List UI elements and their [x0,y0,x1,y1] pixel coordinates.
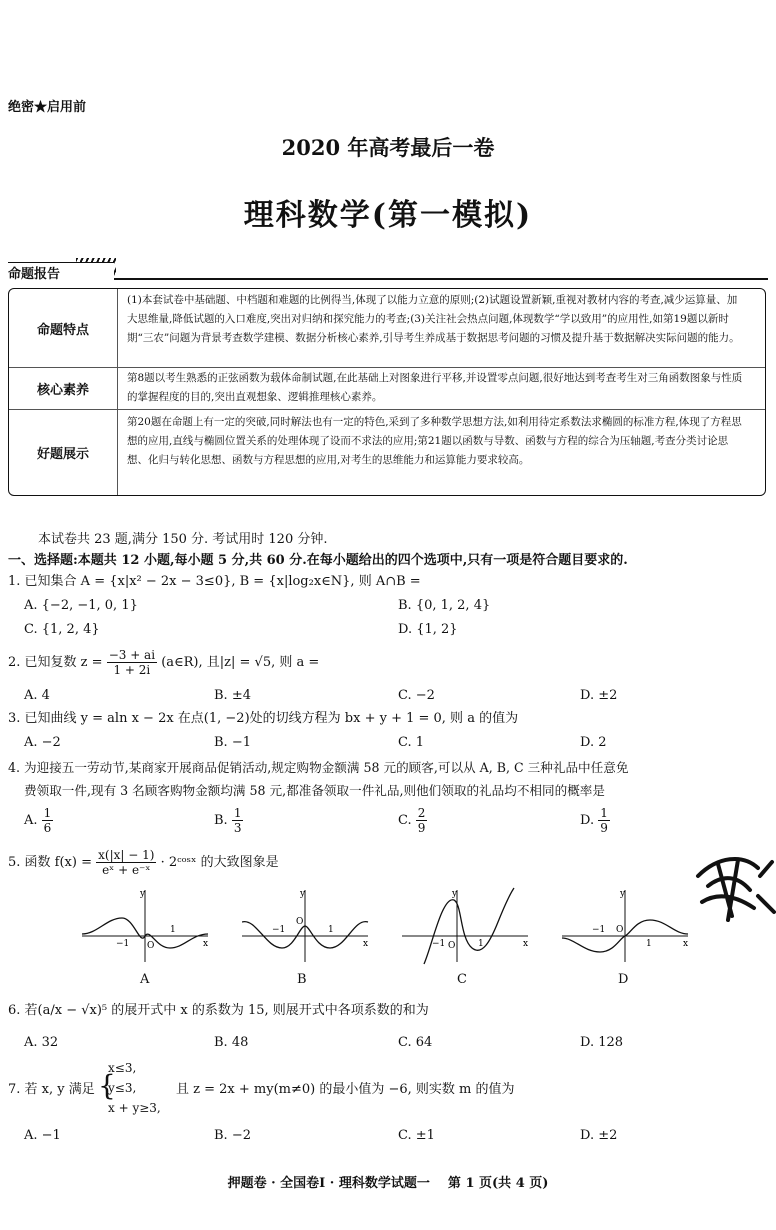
graph-label-c: C [457,972,467,987]
tick-pos: 1 [646,939,652,949]
report-row-label: 命题特点 [36,323,89,338]
q2-denominator: 1 + 2i [113,663,151,677]
q4-d-den: 9 [600,821,608,835]
q2-stem-pre: 2. 已知复数 z = [8,655,103,670]
q5-graph-c [402,886,532,966]
q3-option-c: C. 1 [398,735,425,750]
report-row [9,289,765,368]
q5-numerator: x(|x| − 1) [98,848,155,862]
question-2 [8,648,319,677]
q4-option-b-fraction [232,806,244,835]
q2-option-a: A. 4 [24,688,50,703]
axis-x-label: x [683,939,689,949]
question-5 [8,848,279,877]
report-row-label: 核心素养 [36,383,89,398]
q7-option-a: A. −1 [24,1128,61,1143]
graph-label-b: B [297,972,307,987]
report-row [9,367,765,410]
q5-fraction [96,848,156,877]
report-row [9,409,765,495]
q1-option-d: D. {1, 2} [398,622,458,637]
q4-option-b [214,806,243,835]
q4-a-den: 6 [43,821,52,835]
q4-a-num: 1 [43,806,52,820]
q5-graph-b [242,886,372,966]
q4-option-c-fraction [416,806,428,835]
report-heading: 命题报告 [8,262,114,281]
question-4-continued: 费领取一件,现有 3 名顾客购物金额均满 58 元,都准备领取一件礼品,则他们领取的礼品均不相同的概率是 [24,783,605,798]
report-row-text: (1)本套试卷中基础题、中档题和难题的比例得当,体现了以能力立意的原则;(2)试题设置新颖,重视对教材内容的考查,减少运算量、加大思维量,降低试题的入口难度,突出对归纳和探究能力的考查;(3)关注社会热点问题,体现数学“学以致用”的应用性,如第19题以新时期“三农”问题为背景考查数学建模、数据分析核心素养,引导考生养成基于数据思考问题的习惯及提升基于数据解决实际问题的能力。 [127,294,740,344]
q6-option-b: B. 48 [214,1035,249,1050]
exam-title: 2020 年高考最后一卷 [281,135,495,160]
q2-stem-post: (a∈R), 且|z| = √5, 则 a = [161,655,320,670]
q4-option-d [580,806,610,835]
q1-option-b: B. {0, 1, 2, 4} [398,598,491,613]
constraint-system [108,1058,161,1118]
question-1: 1. 已知集合 A = {x|x² − 2x − 3≤0}, B = {x|log₂x∈N}, 则 A∩B = [8,574,421,589]
section-heading: 一、选择题:本题共 12 小题,每小题 5 分,共 60 分.在每小题给出的四个选项中,只有一项是符合题目要求的. [8,553,628,568]
exam-intro: 本试卷共 23 题,满分 150 分. 考试用时 120 分钟. [38,532,328,547]
axis-x-label: x [523,939,529,949]
q1-option-c: C. {1, 2, 4} [24,622,100,637]
q4-c-num: 2 [417,806,426,820]
tick-neg: −1 [272,925,286,935]
system-brace: { [98,1069,116,1102]
axis-y-label: y [300,889,306,899]
q2-fraction [107,648,157,677]
q5-stem-post: · 2ᶜᵒˢˣ 的大致图象是 [160,855,279,870]
report-row-text: 第20题在命题上有一定的突破,同时解法也有一定的特色,采到了多种数学思想方法,如利用待定系数法求椭圆的标准方程,体现了方程思想的应用,直线与椭圆位置关系的处理体现了设而不求法的应用;第21题以函数与导数、函数与方程的综合为压轴题,考查分类讨论思想、化归与转化思想、函数与方程思想的应用,对考生的思维能力和运算能力要求较高。 [127,416,742,466]
q4-option-a-fraction [42,806,54,835]
q3-option-b: B. −1 [214,735,251,750]
q4-option-b-letter: B. [214,813,228,828]
question-7-stem-post: 且 z = 2x + my(m≠0) 的最小值为 −6, 则实数 m 的值为 [176,1082,515,1097]
report-table [8,288,766,496]
q6-option-d: D. 128 [580,1035,624,1050]
subject-title: 理科数学(第一模拟) [243,198,533,233]
q5-denominator: eˣ + e⁻ˣ [102,863,151,877]
q6-option-a: A. 32 [24,1035,59,1050]
tick-pos: 1 [328,925,334,935]
q5-graph-d [562,886,692,966]
q7-option-d: D. ±2 [580,1128,618,1143]
q7-option-b: B. −2 [214,1128,251,1143]
q4-option-d-fraction [598,806,610,835]
report-row-text: 第8题以考生熟悉的正弦函数为载体命制试题,在此基础上对图象进行平移,并设置零点问题,很好地达到考查考生对三角函数图象与性质的掌握程度的目的,突出直观想象、逻辑推理核心素养。 [127,372,743,403]
axis-y-label: y [620,889,626,899]
tick-neg: −1 [432,939,446,949]
q2-option-d: D. ±2 [580,688,618,703]
q3-option-d: D. 2 [580,735,607,750]
constraint-1: x≤3, [108,1061,137,1075]
tick-pos: 1 [170,925,176,935]
constraint-2: y≤3, [108,1081,137,1095]
q2-option-b: B. ±4 [214,688,251,703]
constraint-3: x + y≥3, [108,1101,161,1115]
tick-neg: −1 [116,939,130,949]
q4-option-a-letter: A. [24,813,38,828]
q2-numerator: −3 + ai [108,648,156,662]
q4-b-den: 3 [233,821,242,835]
q4-option-a [24,806,53,835]
origin-label: O [147,941,155,951]
graph-label-d: D [618,972,629,987]
origin-label: O [296,917,304,927]
q2-option-c: C. −2 [398,688,435,703]
question-3: 3. 已知曲线 y = aln x − 2x 在点(1, −2)处的切线方程为 bx + y + 1 = 0, 则 a 的值为 [8,711,519,726]
confidential-mark: 绝密★启用前 [8,100,87,115]
q5-graph-a [82,886,212,966]
q6-option-c: C. 64 [398,1035,433,1050]
tick-neg: −1 [592,925,606,935]
report-divider [8,278,768,280]
q1-option-a: A. {−2, −1, 0, 1} [24,598,138,613]
axis-y-label: y [452,889,458,899]
q3-option-a: A. −2 [24,735,61,750]
graph-label-a: A [140,972,150,987]
question-4: 4. 为迎接五一劳动节,某商家开展商品促销活动,规定购物金额满 58 元的顾客,可以从 A, B, C 三种礼品中任意免 [8,760,629,775]
q7-option-c: C. ±1 [398,1128,435,1143]
axis-x-label: x [363,939,369,949]
axis-y-label: y [140,889,146,899]
q4-c-den: 9 [417,821,426,835]
axis-x-label: x [203,939,209,949]
q4-d-num: 1 [600,806,608,820]
question-7-stem-pre: 7. 若 x, y 满足 [8,1082,95,1097]
origin-label: O [448,941,456,951]
q4-b-num: 1 [233,806,242,820]
handwritten-stamp [688,846,776,928]
page-footer: 押题卷 · 全国卷Ⅰ · 理科数学试题一 第 1 页(共 4 页) [227,1176,549,1191]
report-row-label: 好题展示 [36,447,89,462]
tick-pos: 1 [478,939,484,949]
q4-option-c-letter: C. [398,813,412,828]
q4-option-d-letter: D. [580,813,595,828]
origin-label: O [616,925,624,935]
q5-stem-pre: 5. 函数 f(x) = [8,855,92,870]
question-6: 6. 若(a/x − √x)⁵ 的展开式中 x 的系数为 15, 则展开式中各项系数的和为 [8,1003,429,1018]
q4-option-c [398,806,427,835]
